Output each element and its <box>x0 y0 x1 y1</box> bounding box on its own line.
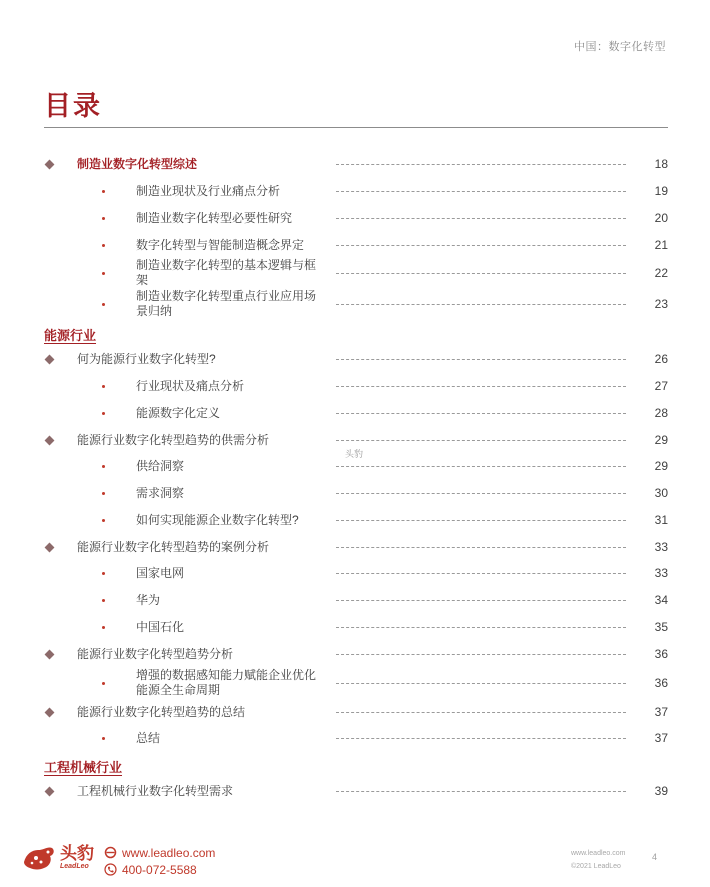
toc-entry-page: 27 <box>654 379 668 393</box>
toc-entry-page: 33 <box>654 566 668 580</box>
logo-name-en: LeadLeo <box>60 862 89 870</box>
toc-entry-label: 何为能源行业数字化转型? <box>77 351 216 366</box>
dot-bullet-icon <box>102 682 105 685</box>
title-divider <box>44 127 668 128</box>
toc-entry-page: 21 <box>654 238 668 252</box>
toc-entry-label: 行业现状及痛点分析 <box>136 378 245 393</box>
dot-bullet-icon <box>102 412 105 415</box>
dotted-leader <box>336 738 626 739</box>
toc-entry-page: 33 <box>654 540 668 554</box>
toc-entry-label: 中国石化 <box>136 619 185 634</box>
toc-entry-page: 31 <box>654 513 668 527</box>
toc-entry-page: 36 <box>654 647 668 661</box>
toc-entry-label: 增强的数据感知能力赋能企业优化能源全生命周期 <box>136 668 317 697</box>
toc-entry-label: 需求洞察 <box>136 485 185 500</box>
dot-bullet-icon <box>102 385 105 388</box>
diamond-bullet-icon <box>45 159 55 169</box>
dotted-leader <box>336 791 626 792</box>
toc-entry-page: 35 <box>654 620 668 634</box>
dotted-leader <box>336 683 626 684</box>
toc-entry-label: 如何实现能源企业数字化转型? <box>136 512 299 527</box>
leopard-logo-icon <box>22 842 56 872</box>
dot-bullet-icon <box>102 303 105 306</box>
toc-entry-label: 供给洞察 <box>136 458 185 473</box>
dot-bullet-icon <box>102 244 105 247</box>
dot-bullet-icon <box>102 626 105 629</box>
dotted-leader <box>336 547 626 548</box>
dot-bullet-icon <box>102 465 105 468</box>
toc-entry-label: 制造业数字化转型必要性研究 <box>136 210 293 225</box>
dotted-leader <box>336 600 626 601</box>
dot-bullet-icon <box>102 519 105 522</box>
toc-entry-page: 20 <box>654 211 668 225</box>
dotted-leader <box>336 413 626 414</box>
toc-entry-label: 能源行业数字化转型趋势的供需分析 <box>77 432 270 447</box>
toc-entry-label: 华为 <box>136 592 161 607</box>
toc-entry-label: 总结 <box>136 730 161 745</box>
phone-number: 400-072-5588 <box>122 862 197 877</box>
toc-entry-label: 制造业数字化转型重点行业应用场景归纳 <box>136 289 317 318</box>
dot-bullet-icon <box>102 272 105 275</box>
dotted-leader <box>336 654 626 655</box>
toc-entry-page: 36 <box>654 676 668 690</box>
toc-entry-label: 能源行业数字化转型趋势分析 <box>77 646 234 661</box>
toc-entry-page: 37 <box>654 731 668 745</box>
toc-entry-page: 19 <box>654 184 668 198</box>
dotted-leader <box>336 359 626 360</box>
diamond-bullet-icon <box>45 786 55 796</box>
dot-bullet-icon <box>102 190 105 193</box>
diamond-bullet-icon <box>45 435 55 445</box>
dotted-leader <box>336 164 626 165</box>
toc-entry-page: 39 <box>654 784 668 798</box>
toc-entry-label: 能源数字化定义 <box>136 405 221 420</box>
toc-entry-label: 国家电网 <box>136 565 185 580</box>
header-report-title: 中国：数字化转型 <box>574 41 666 53</box>
footer-contact <box>104 844 215 878</box>
toc-entry-label: 制造业数字化转型的基本逻辑与框架 <box>136 258 317 287</box>
toc-entry-label: 数字化转型与智能制造概念界定 <box>136 237 305 252</box>
toc-entry-page: 23 <box>654 297 668 311</box>
dot-bullet-icon <box>102 217 105 220</box>
web-icon <box>104 846 117 859</box>
dotted-leader <box>336 466 626 467</box>
dotted-leader <box>336 304 626 305</box>
dot-bullet-icon <box>102 599 105 602</box>
dotted-leader <box>336 440 626 441</box>
diamond-bullet-icon <box>45 542 55 552</box>
toc-entry-page: 30 <box>654 486 668 500</box>
toc-entry-page: 37 <box>654 705 668 719</box>
toc-entry-page: 28 <box>654 406 668 420</box>
footer-copyright: ©2021 LeadLeo <box>571 863 621 870</box>
watermark: 头豹 <box>345 449 364 459</box>
logo-name-cn: 头豹 <box>60 843 94 863</box>
dotted-leader <box>336 627 626 628</box>
dotted-leader <box>336 493 626 494</box>
footer-logo <box>22 842 94 872</box>
dot-bullet-icon <box>102 572 105 575</box>
page-title: 目录 <box>44 91 102 121</box>
diamond-bullet-icon <box>45 354 55 364</box>
dotted-leader <box>336 386 626 387</box>
toc-entry-label: 能源行业数字化转型趋势的总结 <box>77 704 246 719</box>
dot-bullet-icon <box>102 492 105 495</box>
dotted-leader <box>336 218 626 219</box>
footer-site: www.leadleo.com <box>571 850 626 857</box>
section-heading: 能源行业 <box>44 328 97 343</box>
dotted-leader <box>336 191 626 192</box>
dotted-leader <box>336 273 626 274</box>
toc-entry-page: 18 <box>654 157 668 171</box>
toc-entry-page: 29 <box>654 459 668 473</box>
toc-entry-page: 22 <box>654 266 668 280</box>
toc-entry-label: 工程机械行业数字化转型需求 <box>77 783 234 798</box>
dotted-leader <box>336 712 626 713</box>
section-heading: 工程机械行业 <box>44 760 123 775</box>
dot-bullet-icon <box>102 737 105 740</box>
diamond-bullet-icon <box>45 707 55 717</box>
toc-entry-page: 34 <box>654 593 668 607</box>
page-number: 4 <box>652 852 658 862</box>
dotted-leader <box>336 245 626 246</box>
toc-entry-page: 29 <box>654 433 668 447</box>
diamond-bullet-icon <box>45 649 55 659</box>
toc-entry-page: 26 <box>654 352 668 366</box>
phone-icon <box>104 863 117 876</box>
dotted-leader <box>336 520 626 521</box>
dotted-leader <box>336 573 626 574</box>
toc-entry-label: 能源行业数字化转型趋势的案例分析 <box>77 539 270 554</box>
toc-entry-label: 制造业数字化转型综述 <box>77 156 198 171</box>
website-link[interactable]: www.leadleo.com <box>122 845 216 860</box>
footer-meta <box>571 847 625 873</box>
toc-entry-label: 制造业现状及行业痛点分析 <box>136 183 281 198</box>
